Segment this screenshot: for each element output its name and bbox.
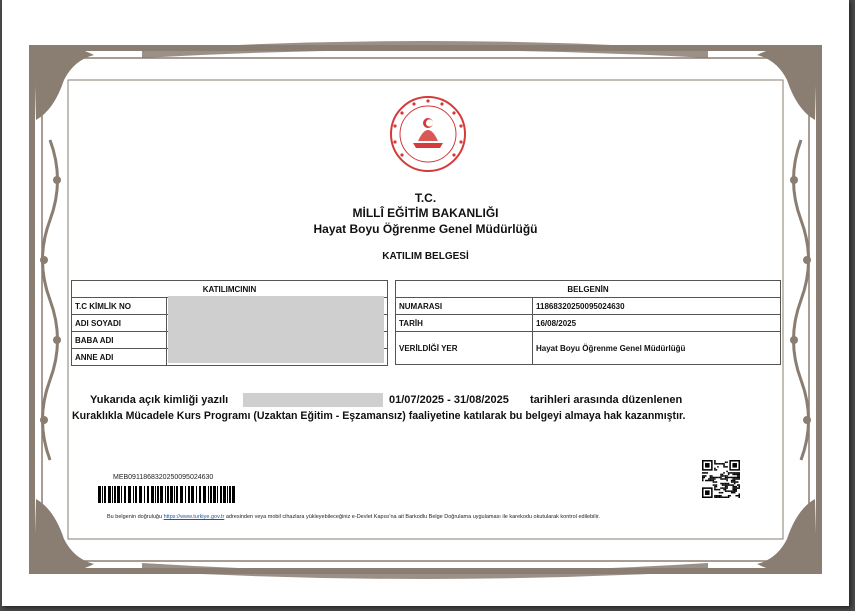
- qr-module: [729, 484, 731, 486]
- qr-module: [728, 484, 730, 486]
- barcode-bar: [196, 486, 197, 503]
- qr-module: [711, 477, 713, 479]
- qr-module: [716, 481, 718, 483]
- qr-module: [726, 484, 728, 486]
- qr-module: [713, 478, 715, 480]
- qr-module: [714, 462, 716, 464]
- qr-module: [738, 484, 740, 486]
- qr-module: [731, 492, 733, 494]
- qr-module: [734, 489, 736, 491]
- barcode-bar: [170, 486, 173, 503]
- qr-module: [737, 484, 739, 486]
- qr-module: [717, 463, 719, 465]
- qr-module: [735, 490, 737, 492]
- barcode-bar: [180, 486, 183, 503]
- barcode-bar: [227, 486, 228, 503]
- qr-module: [710, 475, 712, 477]
- barcode-bar: [176, 486, 178, 503]
- qr-module: [732, 463, 737, 468]
- qr-module: [737, 487, 739, 489]
- verification-note: [107, 514, 600, 520]
- qr-module: [719, 496, 721, 498]
- qr-module: [735, 477, 737, 479]
- barcode-bar: [139, 486, 142, 503]
- verification-suffix: adresinden veya mobil cihazlara yükleyebileceğiniz e-Devlet Kapısı'na ait Barkodlu Belge Doğrulama uygulaması ile karekodu okutularak kontrol edilebilir.: [225, 514, 600, 520]
- participant-label-father: BABA ADI: [72, 332, 167, 349]
- qr-module: [719, 463, 721, 465]
- qr-module: [716, 495, 718, 497]
- qr-module: [714, 489, 716, 491]
- qr-module: [720, 487, 722, 489]
- barcode-bar: [199, 486, 201, 503]
- certificate-table: [395, 280, 781, 365]
- qr-module: [737, 474, 739, 476]
- barcode-bar: [133, 486, 134, 503]
- qr-module: [726, 466, 728, 468]
- certificate-value-place: Hayat Boyu Öğrenme Genel Müdürlüğü: [533, 332, 781, 365]
- qr-module: [723, 483, 725, 485]
- qr-module: [732, 489, 734, 491]
- qr-module: [723, 478, 725, 480]
- qr-module: [717, 477, 719, 479]
- qr-module: [704, 472, 706, 474]
- barcode-bar: [102, 486, 103, 503]
- qr-module: [732, 472, 734, 474]
- qr-module: [714, 484, 716, 486]
- qr-module: [737, 477, 739, 479]
- qr-module: [723, 472, 725, 474]
- qr-module: [738, 474, 740, 476]
- qr-module: [705, 475, 707, 477]
- qr-module: [735, 478, 737, 480]
- qr-module: [731, 477, 733, 479]
- barcode-bar: [147, 486, 149, 503]
- qr-module: [731, 484, 733, 486]
- qr-module: [714, 487, 716, 489]
- qr-module: [734, 474, 736, 476]
- qr-module: [731, 480, 733, 482]
- qr-module: [716, 489, 718, 491]
- certificate-page: [2, 0, 849, 606]
- qr-module: [702, 478, 704, 480]
- qr-module: [723, 463, 725, 465]
- qr-module: [710, 477, 712, 479]
- qr-module: [738, 493, 740, 495]
- qr-module: [735, 489, 737, 491]
- qr-module: [717, 495, 719, 497]
- qr-module: [716, 463, 718, 465]
- qr-module: [716, 496, 718, 498]
- qr-module: [729, 495, 731, 497]
- qr-module: [720, 475, 722, 477]
- barcode: [98, 486, 238, 503]
- qr-module: [714, 496, 716, 498]
- qr-module: [735, 481, 737, 483]
- qr-module: [710, 478, 712, 480]
- barcode-bar: [112, 486, 113, 503]
- qr-module: [725, 484, 727, 486]
- qr-module: [728, 495, 730, 497]
- qr-module: [714, 477, 716, 479]
- certificate-heading: BELGENİN: [396, 281, 781, 298]
- qr-module: [732, 477, 734, 479]
- barcode-bar: [160, 486, 163, 503]
- qr-module: [734, 472, 736, 474]
- qr-module: [737, 481, 739, 483]
- qr-module: [714, 469, 716, 471]
- barcode-bar: [151, 486, 154, 503]
- qr-module: [714, 460, 716, 462]
- qr-module: [728, 474, 730, 476]
- qr-module: [725, 490, 727, 492]
- barcode-bar: [213, 486, 216, 503]
- qr-module: [723, 487, 725, 489]
- qr-module: [714, 463, 716, 465]
- qr-module: [729, 477, 731, 479]
- participant-label-mother: ANNE ADI: [72, 349, 167, 366]
- barcode-bar: [210, 486, 212, 503]
- qr-module: [723, 465, 725, 467]
- qr-module: [732, 480, 734, 482]
- qr-module: [726, 477, 728, 479]
- qr-module: [720, 478, 722, 480]
- qr-module: [720, 492, 722, 494]
- qr-module: [738, 478, 740, 480]
- qr-module: [707, 472, 709, 474]
- participant-heading: KATILIMCININ: [72, 281, 388, 298]
- statement-course: Kuraklıkla Mücadele Kurs Programı (Uzaktan Eğitim - Eşzamansız) faaliyetine katılarak bu belgeyi almaya hak kazanmıştır.: [72, 410, 686, 422]
- qr-module: [729, 472, 731, 474]
- qr-module: [725, 462, 727, 464]
- qr-module: [722, 484, 724, 486]
- qr-module: [735, 486, 737, 488]
- qr-code: [702, 460, 740, 498]
- qr-module: [726, 475, 728, 477]
- qr-module: [732, 481, 734, 483]
- qr-module: [717, 496, 719, 498]
- barcode-bar: [124, 486, 126, 503]
- qr-module: [732, 486, 734, 488]
- qr-module: [738, 496, 740, 498]
- qr-module: [717, 489, 719, 491]
- certificate-value-date: 16/08/2025: [533, 315, 781, 332]
- qr-module: [711, 478, 713, 480]
- ministry-name: MİLLÎ EĞİTİM BAKANLIĞI: [352, 206, 499, 220]
- barcode-bar: [104, 486, 106, 503]
- qr-module: [719, 492, 721, 494]
- qr-module: [735, 495, 737, 497]
- qr-module: [714, 478, 716, 480]
- qr-module: [714, 468, 716, 470]
- qr-module: [705, 463, 710, 468]
- qr-module: [738, 472, 740, 474]
- qr-module: [702, 475, 704, 477]
- barcode-bar: [165, 486, 166, 503]
- document-title: KATILIM BELGESİ: [382, 251, 469, 262]
- qr-module: [705, 472, 707, 474]
- qr-module: [737, 478, 739, 480]
- qr-module: [713, 477, 715, 479]
- qr-module: [732, 490, 734, 492]
- participant-label-name: ADI SOYADI: [72, 315, 167, 332]
- barcode-bar: [155, 486, 156, 503]
- qr-module: [716, 484, 718, 486]
- qr-module: [735, 472, 737, 474]
- qr-module: [720, 495, 722, 497]
- qr-module: [731, 472, 733, 474]
- qr-module: [719, 477, 721, 479]
- qr-module: [737, 472, 739, 474]
- qr-module: [713, 484, 715, 486]
- barcode-bar: [191, 486, 194, 503]
- qr-module: [726, 487, 728, 489]
- barcode-bar: [217, 486, 218, 503]
- qr-module: [726, 490, 728, 492]
- qr-module: [725, 478, 727, 480]
- qr-module: [737, 495, 739, 497]
- barcode-bar: [135, 486, 137, 503]
- qr-module: [711, 480, 713, 482]
- certificate-value-number: 11868320250095024630: [533, 298, 781, 315]
- qr-module: [738, 475, 740, 477]
- barcode-bar: [167, 486, 169, 503]
- qr-module: [734, 492, 736, 494]
- qr-module: [722, 478, 724, 480]
- qr-module: [728, 490, 730, 492]
- qr-module: [716, 486, 718, 488]
- qr-module: [722, 492, 724, 494]
- qr-module: [732, 492, 734, 494]
- qr-module: [722, 463, 724, 465]
- qr-module: [708, 480, 710, 482]
- statement-prefix: Yukarıda açık kimliği yazılı: [90, 394, 229, 406]
- qr-module: [732, 487, 734, 489]
- barcode-bar: [208, 486, 209, 503]
- barcode-bar: [157, 486, 159, 503]
- qr-module: [710, 480, 712, 482]
- qr-module: [734, 480, 736, 482]
- barcode-bar: [223, 486, 226, 503]
- qr-module: [702, 477, 704, 479]
- barcode-bar: [114, 486, 116, 503]
- qr-module: [723, 475, 725, 477]
- meb-seal-logo: [388, 95, 468, 173]
- qr-module: [734, 478, 736, 480]
- qr-module: [719, 489, 721, 491]
- verification-link[interactable]: https://www.turkiye.gov.tr: [163, 514, 225, 520]
- qr-module: [726, 478, 728, 480]
- qr-module: [734, 483, 736, 485]
- qr-module: [708, 478, 710, 480]
- qr-module: [722, 474, 724, 476]
- qr-module: [734, 486, 736, 488]
- qr-module: [725, 475, 727, 477]
- qr-module: [720, 496, 722, 498]
- qr-module: [729, 490, 731, 492]
- qr-module: [720, 477, 722, 479]
- qr-module: [725, 489, 727, 491]
- qr-module: [738, 495, 740, 497]
- verification-prefix: Bu belgenin doğruluğu: [107, 514, 163, 520]
- qr-module: [725, 487, 727, 489]
- qr-module: [728, 472, 730, 474]
- qr-module: [714, 481, 716, 483]
- qr-module: [722, 483, 724, 485]
- barcode-bar: [203, 486, 206, 503]
- barcode-number: MEB09118683202500950246​30: [113, 474, 214, 481]
- qr-module: [722, 496, 724, 498]
- qr-module: [713, 481, 715, 483]
- qr-module: [720, 483, 722, 485]
- qr-module: [720, 463, 722, 465]
- barcode-bar: [98, 486, 101, 503]
- qr-module: [734, 481, 736, 483]
- qr-module: [704, 477, 706, 479]
- qr-module: [738, 486, 740, 488]
- barcode-bar: [185, 486, 186, 503]
- qr-module: [723, 484, 725, 486]
- qr-module: [732, 484, 734, 486]
- qr-module: [732, 478, 734, 480]
- qr-module: [726, 471, 728, 473]
- qr-module: [735, 487, 737, 489]
- statement-suffix: tarihleri arasında düzenlenen: [530, 394, 683, 406]
- certificate-label-date: TARİH: [396, 315, 533, 332]
- qr-module: [702, 472, 704, 474]
- redacted-personal-info: [168, 296, 384, 363]
- qr-module: [735, 474, 737, 476]
- participant-label-tc: T.C KİMLİK NO: [72, 298, 167, 315]
- qr-module: [728, 496, 730, 498]
- qr-module: [725, 483, 727, 485]
- barcode-bar: [220, 486, 222, 503]
- qr-module: [713, 480, 715, 482]
- qr-module: [720, 474, 722, 476]
- qr-module: [728, 477, 730, 479]
- qr-module: [725, 496, 727, 498]
- qr-module: [723, 466, 725, 468]
- qr-module: [725, 486, 727, 488]
- qr-module: [731, 481, 733, 483]
- barcode-bar: [144, 486, 145, 503]
- certificate-label-number: NUMARASI: [396, 298, 533, 315]
- qr-module: [716, 477, 718, 479]
- qr-module: [738, 487, 740, 489]
- barcode-bar: [117, 486, 120, 503]
- qr-module: [723, 489, 725, 491]
- qr-module: [732, 474, 734, 476]
- qr-module: [714, 495, 716, 497]
- qr-module: [738, 477, 740, 479]
- qr-module: [705, 480, 707, 482]
- qr-module: [714, 486, 716, 488]
- qr-module: [731, 490, 733, 492]
- qr-module: [725, 466, 727, 468]
- certificate-label-place: VERİLDİĞİ YER: [396, 332, 533, 365]
- barcode-bar: [232, 486, 235, 503]
- qr-module: [726, 483, 728, 485]
- qr-module: [722, 475, 724, 477]
- qr-module: [719, 495, 721, 497]
- qr-module: [734, 487, 736, 489]
- barcode-bar: [108, 486, 111, 503]
- qr-module: [705, 490, 710, 495]
- redacted-name-in-statement: [243, 393, 383, 407]
- qr-module: [704, 475, 706, 477]
- barcode-bar: [174, 486, 175, 503]
- statement-dates: 01/07/2025 - 31/08/2025: [389, 394, 509, 406]
- barcode-bar: [229, 486, 231, 503]
- qr-module: [707, 480, 709, 482]
- barcode-bar: [121, 486, 122, 503]
- qr-module: [734, 490, 736, 492]
- qr-module: [726, 480, 728, 482]
- qr-module: [702, 480, 704, 482]
- tc-heading: T.C.: [414, 191, 437, 205]
- directorate-name: Hayat Boyu Öğrenme Genel Müdürlüğü: [313, 222, 538, 236]
- qr-module: [728, 483, 730, 485]
- qr-module: [717, 466, 719, 468]
- barcode-bar: [188, 486, 190, 503]
- qr-module: [722, 487, 724, 489]
- qr-module: [726, 462, 728, 464]
- qr-module: [734, 477, 736, 479]
- barcode-bar: [128, 486, 131, 503]
- qr-module: [726, 486, 728, 488]
- qr-module: [716, 469, 718, 471]
- qr-module: [726, 496, 728, 498]
- qr-module: [737, 475, 739, 477]
- qr-module: [711, 475, 713, 477]
- qr-module: [725, 477, 727, 479]
- qr-module: [723, 496, 725, 498]
